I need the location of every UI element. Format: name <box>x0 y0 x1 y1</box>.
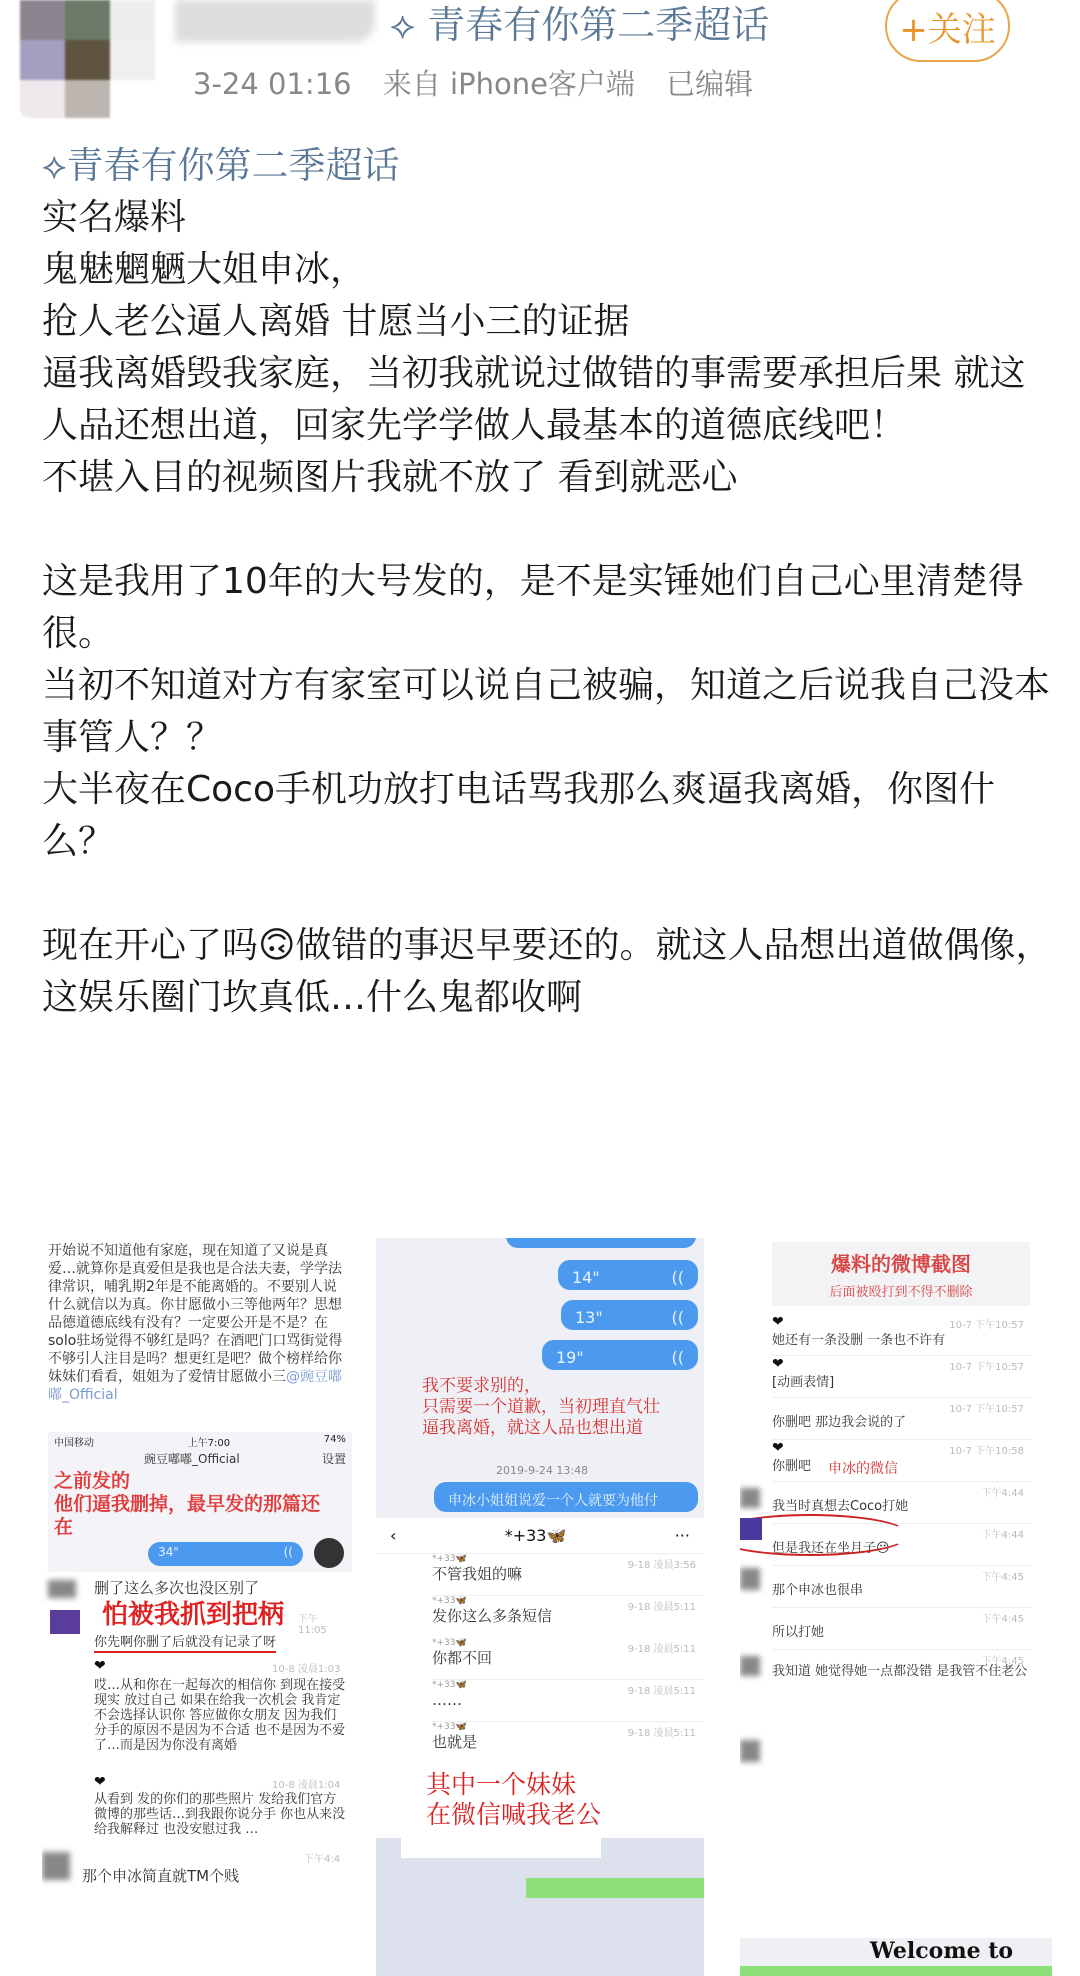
post-meta <box>193 62 775 103</box>
follow-button[interactable]: +关注 <box>885 0 1010 62</box>
topic-link[interactable]: ⟡ 青春有你第二季超话 <box>390 3 770 47</box>
post-line <box>42 868 1052 920</box>
back-icon[interactable]: ‹ <box>390 1526 397 1545</box>
heart-icon: ❤ <box>94 1774 106 1790</box>
author-avatar[interactable] <box>20 0 170 118</box>
supertopic-icon: ⟡ <box>390 3 416 47</box>
welcome-banner: Welcome to <box>870 1938 1014 1964</box>
post-line: 不堪入目的视频图片我就不放了 看到就恶心 <box>42 457 738 498</box>
voice-message[interactable]: 19" (( <box>542 1340 698 1370</box>
annotation: 之前发的 他们逼我删掉，最早发的那篇还在 <box>54 1470 321 1538</box>
voice-message[interactable]: 13" (( <box>561 1300 698 1330</box>
post-line: 抢人老公逼人离婚 甘愿当小三的证据 <box>42 301 630 342</box>
voice-message[interactable] <box>506 1238 696 1248</box>
more-icon[interactable]: ··· <box>674 1526 690 1545</box>
post-line: 逼我离婚毁我家庭，当初我就说过做错的事需要承担后果 就这人品还想出道，回家先学学做人最基本的道德底线吧！ <box>42 353 1026 446</box>
post-body <box>42 140 1052 1024</box>
message: 哎…从和你在一起每次的相信你 到现在接受现实 放过自己 如果在给我一次机会 我肯定不会选择认识你 答应做你女朋友 因为我们分手的原因不是因为不合适 也不是因为不爱了…而是因为你没有离婚 <box>94 1678 346 1753</box>
blurred-username <box>175 0 375 42</box>
message: 删了这么多次也没区别了 <box>94 1579 260 1597</box>
annotation: 怕被我抓到把柄 <box>102 1600 285 1630</box>
chat-list: ❤ 她还有一条没删 一条也不许有 10-7 下午10:57 ❤ [动画表情] 10-7 下午10:57 你删吧 那边我会说的了 10-7 下午10:57 ❤ 你删吧 10-7 下午10:58 申冰的微信 我当时真想去Coco打她 下午4:44 但是我还在坐月子😶 下午4:44 那个申冰也很串 下午4:45 所以打她 下午4:45 我知道 她觉得她一点都没错 是我管不住老公 下午4:45 <box>772 1314 1032 1706</box>
quote-text: 开始说不知道他有家庭，现在知道了又说是真爱…就算你是真爱但是我也是合法夫妻，学学法律常识，哺乳期2年是不能离婚的。不要别人说什么就信以为真。你甘愿做小三等他两年？思想品德道德底线有没有？一定要公开是不是？在solo驻场觉得不够红是吗？在酒吧门口骂街觉得不够引人注目是吗？想更红是吧？做个榜样给你妹妹们看看，姐姐为了爱情甘愿做小三@豌豆嘟嘟_Official <box>48 1243 343 1403</box>
chat-date: 2019-9-24 13:48 <box>496 1464 589 1477</box>
annotation-subtitle: 后面被殴打到不得不删除 <box>829 1285 973 1300</box>
image-collage[interactable] <box>0 1238 1080 1976</box>
timestamp: 3-24 01:16 <box>193 67 352 101</box>
annotation: 其中一个妹妹 在微信喊我老公 <box>426 1770 602 1829</box>
message-bubble[interactable]: 申冰小姐姐说爱一个人就要为他付 <box>434 1482 698 1512</box>
message: 你先啊你删了后就没有记录了呀 <box>94 1634 276 1653</box>
image-left[interactable]: 开始说不知道他有家庭，现在知道了又说是真爱…就算你是真爱但是我也是合法夫妻，学学法律常识，哺乳期2年是不能离婚的。不要别人说什么就信以为真。你甘愿做小三等他两年？思想品德道德底线有没有？一定要公开是不是？在solo驻场觉得不够红是吗？在酒吧门口骂街觉得不够引人注目是吗？想更红是吧？做个榜样给你妹妹们看看，姐姐为了爱情甘愿做小三@豌豆嘟嘟_Official 中国移动 上午7:00 74% 豌豆嘟嘟_Official 设置 之前发的 他们逼我删掉，最早发的那篇还在 34" (( 删了这么多次也没区别了 怕被我抓到把柄 下午11:05 你先啊你删了后就没有记录了呀 ❤ 10-8 凌晨1:03 哎…从和你在一起每次的相信你 到现在接受现实 放过自己 如果在给我一次机会 我肯定不会选择认识你 答应做你女朋友 因为我们分手的原因不是因为不合适 也不是因为不爱了…而是因为你没有离婚 ❤ 10-8 凌晨1:04 从看到 发的你们的那些照片 发给我们官方微博的那些话…到我跟你说分手 你也从来没给我解释过 也没安慰过我 … 下午4:4 那个申冰简直就TM个贱 <box>42 1238 352 1976</box>
source: 来自 iPhone客户端 <box>382 67 635 101</box>
voice-message[interactable]: 34" (( <box>148 1542 303 1566</box>
annotation: 我不要求别的， 只需要一个道歉，当初理直气壮逼我离婚，就这人品也想出道 <box>422 1376 660 1438</box>
voice-message[interactable]: 14" (( <box>558 1260 698 1290</box>
annotation: 申冰的微信 <box>828 1461 898 1477</box>
image-middle[interactable]: 14" (( 13" (( 19" (( 我不要求别的， 只需要一个道歉，当初理直气壮逼我离婚，就这人品也想出道 2019-9-24 13:48 申冰小姐姐说爱一个人就要为他付 ‹ *+33🦋 ··· *+33🦋 不管我姐的嘛 9-18 凌晨3:56 *+33🦋 发你这么多条短信 9-18 凌晨5:11 *+33🦋 你都不回 9-18 凌晨5:11 *+33🦋 …… 9-18 凌晨5:11 *+33🦋 也就是 9-18 凌晨5:11 其中一个妹妹 在微信喊我老公 <box>376 1238 704 1976</box>
edited-label: 已编辑 <box>666 67 754 101</box>
post-line: 大半夜在Coco手机功放打电话骂我那么爽逼我离婚，你图什么？ <box>42 769 995 862</box>
topic-tag[interactable]: ⟡青春有你第二季超话 <box>42 144 400 187</box>
mention-link[interactable]: @豌豆嘟嘟_Official <box>48 1369 342 1403</box>
message: 那个申冰简直就TM个贱 <box>82 1867 240 1885</box>
annotation-title: 爆料的微博截图 <box>831 1252 971 1276</box>
post-line: 这是我用了10年的大号发的，是不是实锤她们自己心里清楚得很。 <box>42 561 1024 654</box>
post-line: 实名爆料 <box>42 197 187 238</box>
avatar <box>314 1538 344 1568</box>
post-line: 当初不知道对方有家室可以说自己被骗，知道之后说我自己没本事管人？？ <box>42 665 1051 758</box>
post-line: 鬼魅魍魉大姐申冰， <box>42 249 367 290</box>
message: 从看到 发的你们的那些照片 发给我们官方微博的那些话…到我跟你说分手 你也从来没给我解释过 也没安慰过我 … <box>94 1792 346 1837</box>
phone-screenshot: 中国移动 上午7:00 74% 豌豆嘟嘟_Official 设置 之前发的 他们逼我删掉，最早发的那篇还在 34" (( <box>48 1432 352 1572</box>
chat-list: *+33🦋 不管我姐的嘛 9-18 凌晨3:56 *+33🦋 发你这么多条短信 9-18 凌晨5:11 *+33🦋 你都不回 9-18 凌晨5:11 *+33🦋 …… 9-18 凌晨5:11 *+33🦋 也就是 9-18 凌晨5:11 <box>376 1554 704 1764</box>
heart-icon: ❤ <box>94 1658 106 1674</box>
post-line: 现在开心了吗🙃做错的事迟早要还的。就这人品想出道做偶像，这娱乐圈门坎真低…什么鬼都收啊 <box>42 925 1052 1018</box>
image-right[interactable] <box>740 1238 1052 1976</box>
post-line <box>42 504 1052 556</box>
avatar <box>50 1610 80 1634</box>
